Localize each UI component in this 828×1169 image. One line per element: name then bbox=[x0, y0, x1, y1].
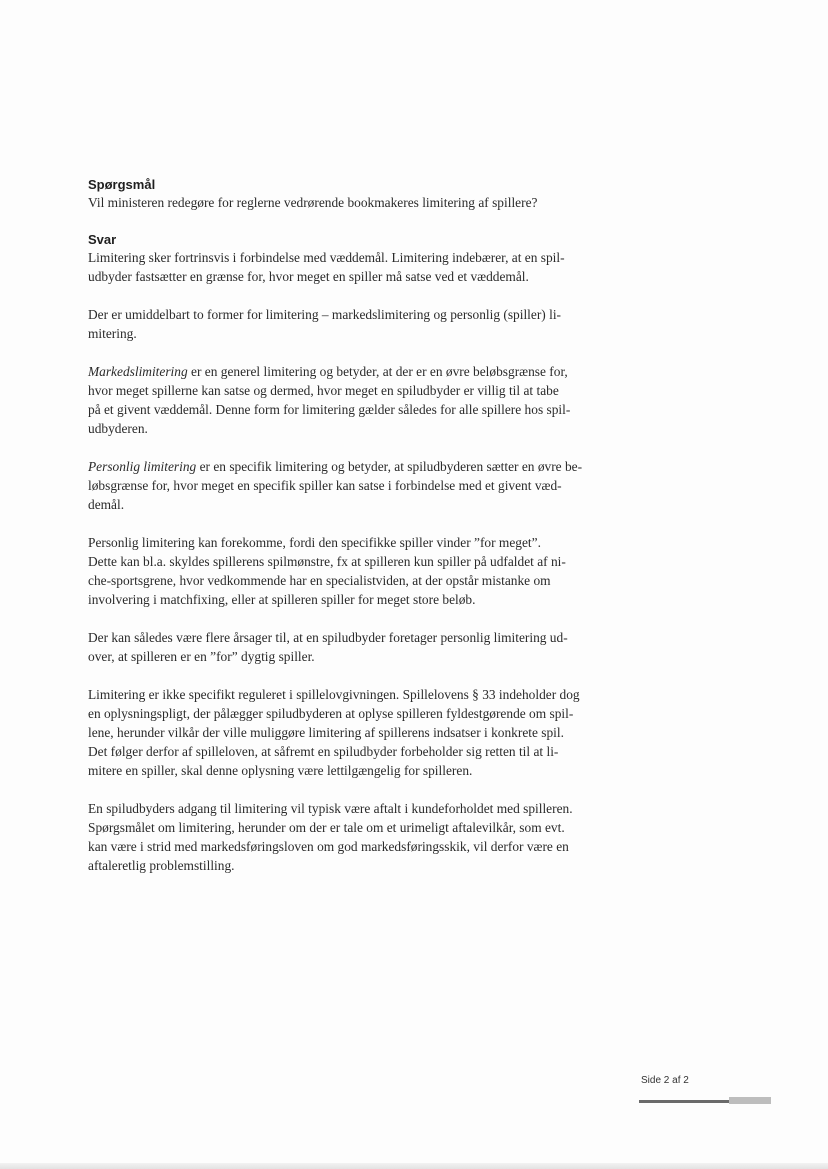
page-progress-bar bbox=[639, 1097, 771, 1105]
answer-paragraph bbox=[88, 533, 608, 609]
text-line: løbsgrænse for, hvor meget en specifik spiller kan satse i forbindelse med et givent væd- bbox=[88, 478, 562, 493]
answer-paragraph bbox=[88, 305, 608, 343]
text-line: Dette kan bl.a. skyldes spillerens spilmønstre, fx at spilleren kun spiller på udfaldet af ni- bbox=[88, 554, 566, 569]
text-line: aftaleretlig problemstilling. bbox=[88, 858, 235, 873]
answer-paragraph bbox=[88, 457, 608, 514]
text-line: udbyderen. bbox=[88, 421, 148, 436]
answer-paragraph bbox=[88, 248, 608, 286]
text-line: hvor meget spillerne kan satse og dermed, hvor meget en spiludbyder er villig til at tabe bbox=[88, 383, 559, 398]
text-line: Limitering er ikke specifikt reguleret i spillelovgivningen. Spillelovens § 33 indeholder dog bbox=[88, 687, 580, 702]
text-line: che-sportsgrene, hvor vedkommende har en specialistviden, at der opstår mistanke om bbox=[88, 573, 551, 588]
defined-term: Personlig limitering bbox=[88, 459, 197, 474]
answer-heading: Svar bbox=[88, 232, 117, 247]
text-line: Spørgsmålet om limitering, herunder om der er tale om et urimeligt aftalevilkår, som evt. bbox=[88, 820, 565, 835]
answer-paragraph bbox=[88, 362, 608, 438]
page-number: Side 2 af 2 bbox=[641, 1075, 689, 1086]
text-line: Limitering sker fortrinsvis i forbindelse med væddemål. Limitering indebærer, at en spil- bbox=[88, 250, 565, 265]
text-line: over, at spilleren er en ”for” dygtig spiller. bbox=[88, 649, 315, 664]
text-line: udbyder fastsætter en grænse for, hvor meget en spiller må satse ved et væddemål. bbox=[88, 269, 529, 284]
text-line: er en generel limitering og betyder, at der er en øvre beløbsgrænse for, bbox=[187, 364, 568, 379]
answer-paragraph bbox=[88, 628, 608, 666]
text-line: Der er umiddelbart to former for limitering – markedslimitering og personlig (spiller) li- bbox=[88, 307, 562, 322]
text-line: Det følger derfor af spilleloven, at såfremt en spiludbyder forbeholder sig retten til at li- bbox=[88, 744, 559, 759]
question-text: Vil ministeren redegøre for reglerne vedrørende bookmakeres limitering af spillere? bbox=[88, 195, 538, 210]
text-line: mitering. bbox=[88, 326, 137, 341]
text-line: demål. bbox=[88, 497, 125, 512]
document-body bbox=[88, 176, 608, 894]
question-heading: Spørgsmål bbox=[88, 177, 156, 192]
page-progress-marker bbox=[729, 1097, 771, 1104]
text-line: Personlig limitering kan forekomme, fordi den specifikke spiller vinder ”for meget”. bbox=[88, 535, 541, 550]
answer-paragraph bbox=[88, 799, 608, 875]
page-progress-fill bbox=[639, 1100, 729, 1103]
text-line: involvering i matchfixing, eller at spilleren spiller for meget store beløb. bbox=[88, 592, 476, 607]
text-line: på et givent væddemål. Denne form for limitering gælder således for alle spillere hos spil- bbox=[88, 402, 571, 417]
answer-body bbox=[88, 248, 608, 875]
text-line: kan være i strid med markedsføringsloven om god markedsføringsskik, vil derfor være en bbox=[88, 839, 569, 854]
defined-term: Markedslimitering bbox=[88, 364, 188, 379]
text-line: Der kan således være flere årsager til, at en spiludbyder foretager personlig limitering ud- bbox=[88, 630, 568, 645]
text-line: En spiludbyders adgang til limitering vil typisk være aftalt i kundeforholdet med spilleren. bbox=[88, 801, 573, 816]
text-line: mitere en spiller, skal denne oplysning være lettilgængelig for spilleren. bbox=[88, 763, 473, 778]
answer-paragraph bbox=[88, 685, 608, 780]
page-edge bbox=[0, 1163, 828, 1169]
text-line: lene, herunder vilkår der ville muliggøre limitering af spillerens indsatser i konkrete spil. bbox=[88, 725, 564, 740]
text-line: en oplysningspligt, der pålægger spiludbyderen at oplyse spilleren fyldestgørende om spil- bbox=[88, 706, 574, 721]
text-line: er en specifik limitering og betyder, at spiludbyderen sætter en øvre be- bbox=[196, 459, 583, 474]
